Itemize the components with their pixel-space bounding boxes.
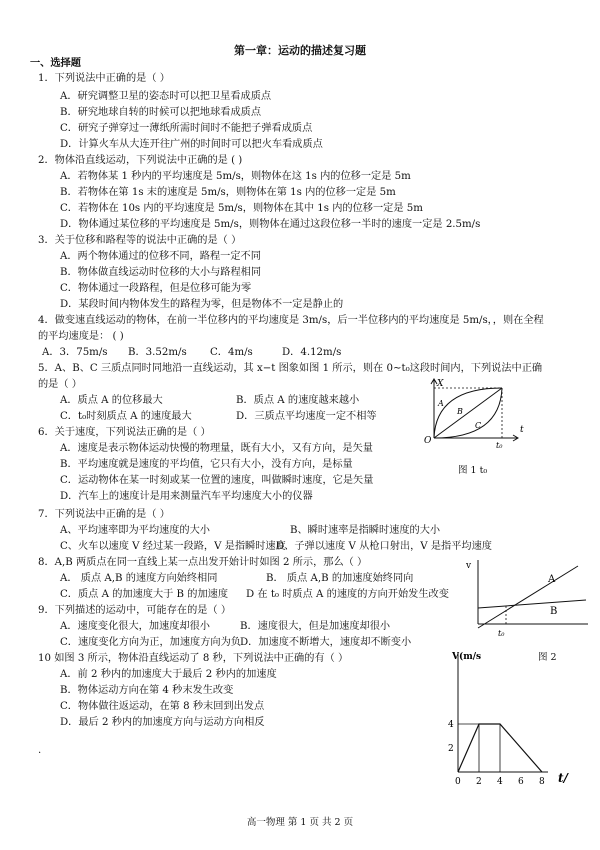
q7-option-b: B、瞬时速率是指瞬时速度的大小 bbox=[290, 525, 441, 536]
q8-option-c: C．质点 A 的加速度大于 B 的加速度 bbox=[60, 589, 229, 600]
q9-stem: 9．下列描述的运动中，可能存在的是（ ） bbox=[38, 605, 232, 616]
fig3-y-tick-4: 4 bbox=[448, 720, 454, 730]
q8-option-d: D 在 t₀ 时质点 A 的速度的方向开始发生改变 bbox=[246, 589, 449, 600]
q5-option-a: A．质点 A 的位移最大 bbox=[60, 395, 163, 406]
q2-stem: 2．物体沿直线运动，下列说法中正确的是 ( ) bbox=[38, 155, 243, 166]
q7-option-a: A、平均速率即为平均速度的大小 bbox=[60, 525, 210, 536]
fig2-label-t0: t₀ bbox=[498, 629, 505, 638]
fig3-y-axis-label: V(m/s bbox=[452, 652, 482, 662]
fig3-x-tick-4: 4 bbox=[497, 777, 503, 784]
section-heading: 一、选择题 bbox=[30, 57, 81, 69]
page-title: 第一章：运动的描述复习题 bbox=[234, 44, 366, 57]
stray-dot: . bbox=[38, 745, 42, 756]
fig2-line-b bbox=[478, 600, 586, 608]
q8-option-a: A． 质点 A,B 的速度方向始终相同 bbox=[60, 573, 218, 584]
fig2-label-v: v bbox=[466, 561, 472, 571]
figure-2-caption: 图 2 bbox=[538, 652, 557, 663]
q2-option-a: A．若物体某 1 秒内的平均速度是 5m/s，则物体在这 1s 内的位移一定是 5m bbox=[60, 171, 411, 182]
q3-option-b: B．物体做直线运动时位移的大小与路程相同 bbox=[60, 267, 262, 278]
q10-stem: 10 如图 3 所示，物体沿直线运动了 8 秒，下列说法中正确的有（ ） bbox=[38, 653, 349, 664]
fig3-x-axis-label: t/ bbox=[558, 771, 568, 784]
fig1-label-t: t bbox=[520, 425, 524, 435]
fig2-line-label-b: B bbox=[550, 606, 558, 617]
fig1-label-o: O bbox=[424, 436, 432, 446]
q4-option-c: C．4m/s bbox=[210, 347, 253, 358]
q7-option-d: D、子弹以速度 V 从枪口射出，V 是指平均速度 bbox=[276, 541, 492, 552]
q1-option-d: D．计算火车从大连开往广州的时间时可以把火车看成质点 bbox=[60, 139, 323, 150]
q3-option-d: D．某段时间内物体发生的路程为零，但是物体不一定是静止的 bbox=[60, 299, 344, 310]
fig2-line-label-a: A bbox=[548, 574, 556, 585]
q6-option-b: B．平均速度就是速度的平均值，它只有大小，没有方向，是标量 bbox=[60, 459, 353, 470]
q3-option-a: A．两个物体通过的位移不同，路程一定不同 bbox=[60, 251, 261, 262]
q6-option-c: C．运动物体在某一时刻或某一位置的速度，叫做瞬时速度，它是矢量 bbox=[60, 475, 374, 486]
figure-1-xt-graph bbox=[418, 376, 538, 461]
q7-stem: 7．下列说法中正确的是（ ） bbox=[38, 509, 170, 520]
fig1-curve-b bbox=[434, 388, 502, 438]
q2-option-c: C．若物体在 10s 内的平均速度是 5m/s，则物体在其中 1s 内的位移一定是 5m bbox=[60, 203, 423, 214]
fig3-x-tick-0: 0 bbox=[455, 777, 461, 784]
q5-option-d: D．三质点平均速度一定不相等 bbox=[236, 411, 377, 422]
fig1-curve-label-b: B bbox=[457, 407, 463, 416]
q4-option-b: B．3.52m/s bbox=[128, 347, 187, 358]
q3-option-c: C．物体通过一段路程，但是位移可能为零 bbox=[60, 283, 252, 294]
fig3-x-tick-2: 2 bbox=[476, 777, 482, 784]
fig2-line-a bbox=[478, 566, 578, 628]
q10-option-a: A．前 2 秒内的加速度大于最后 2 秒内的加速度 bbox=[60, 669, 277, 680]
fig1-curve-label-a: A bbox=[438, 399, 444, 408]
q4-option-a: A．3．75m/s bbox=[42, 347, 108, 358]
q1-option-c: C．研究子弹穿过一薄纸所需时间时不能把子弹看成质点 bbox=[60, 123, 313, 134]
fig1-curve-label-c: C bbox=[475, 421, 482, 430]
q9-option-a: A．速度变化很大，加速度却很小 bbox=[60, 621, 210, 632]
q10-option-b: B．物体运动方向在第 4 秒末发生改变 bbox=[60, 685, 234, 696]
fig3-y-tick-2: 2 bbox=[448, 744, 454, 754]
q9-option-c: C．速度变化方向为正，加速度方向为负 bbox=[60, 637, 241, 648]
fig1-label-x: X bbox=[437, 379, 444, 389]
page-footer: 高一物理 第 1 页 共 2 页 bbox=[246, 817, 354, 828]
q5-option-b: B．质点 A 的速度越来越小 bbox=[236, 395, 360, 406]
q5-stem-line2: 的是（ ） bbox=[38, 379, 82, 390]
q10-option-d: D．最后 2 秒内的加速度方向与运动方向相反 bbox=[60, 717, 265, 728]
q8-option-b: B． 质点 A,B 的加速度始终同向 bbox=[266, 573, 414, 584]
figure-2-vt-graph bbox=[466, 556, 590, 646]
q4-option-d: D．4.12m/s bbox=[282, 347, 342, 358]
q7-option-c: C、火车以速度 V 经过某一段路，V 是指瞬时速度 bbox=[60, 541, 286, 552]
figure-3-chart bbox=[430, 644, 580, 784]
q1-stem: 1．下列说法中正确的是（ ） bbox=[38, 73, 170, 84]
q3-stem: 3．关于位移和路程等的说法中正确的是（ ） bbox=[38, 235, 242, 246]
q4-stem-line1: 4．做变速直线运动的物体，在前一半位移内的平均速度是 3m/s，后一半位移内的平均速度是 5m/s，，则在全程 bbox=[38, 315, 544, 326]
q4-stem-line2: 的平均速度是： ( ) bbox=[38, 331, 124, 342]
q2-option-d: D．物体通过某位移的平均速度是 5m/s，则物体在通过这段位移一半时的速度一定是 2.5m/s bbox=[60, 219, 481, 230]
q9-option-d: D．加速度不断增大，速度却不断变小 bbox=[240, 637, 412, 648]
fig3-x-tick-6: 6 bbox=[518, 777, 524, 784]
q6-option-d: D．汽车上的速度计是用来测量汽车平均速度大小的仪器 bbox=[60, 491, 313, 502]
figure-1-caption: 图 1 t₀ bbox=[458, 465, 488, 476]
q10-option-c: C．物体做往返运动，在第 8 秒末回到出发点 bbox=[60, 701, 265, 712]
fig3-x-tick-8: 8 bbox=[539, 777, 545, 784]
q5-stem-line1: 5．A、B、C 三质点同时同地沿一直线运动，其 x−t 图象如图 1 所示，则在 0∼t₀这段时间内，下列说法中正确 bbox=[38, 363, 543, 374]
q5-option-c: C．t₀时刻质点 A 的速度最大 bbox=[60, 411, 192, 422]
q8-stem: 8．A,B 两质点在同一直线上某一点出发开始计时如图 2 所示，那么（ ） bbox=[38, 557, 368, 568]
q6-option-a: A．速度是表示物体运动快慢的物理量，既有大小，又有方向，是矢量 bbox=[60, 443, 373, 454]
q2-option-b: B．若物体在第 1s 末的速度是 5m/s，则物体在第 1s 内的位移一定是 5m bbox=[60, 187, 396, 198]
q1-option-b: B．研究地球自转的时候可以把地球看成质点 bbox=[60, 107, 262, 118]
q9-option-b: B．速度很大，但是加速度却很小 bbox=[240, 621, 391, 632]
q6-stem: 6．关于速度，下列说法正确的是（ ） bbox=[38, 427, 211, 438]
fig1-label-t0: t₀ bbox=[496, 441, 503, 450]
q1-option-a: A．研究调整卫星的姿态时可以把卫星看成质点 bbox=[60, 91, 272, 102]
